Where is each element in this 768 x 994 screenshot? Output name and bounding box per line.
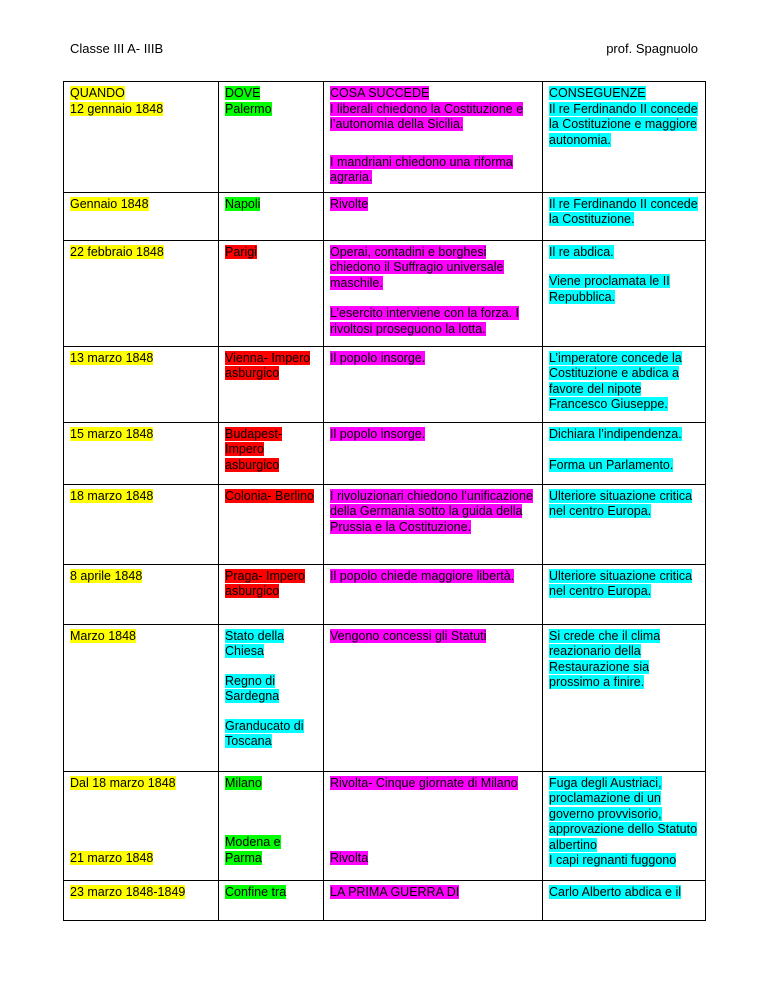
consequence-text: Il re Ferdinando II concede la Costituzione. (549, 196, 698, 226)
event-text: Il popolo chiede maggiore libertà. (330, 568, 515, 583)
cell-conseguenze (543, 82, 706, 193)
table-row (64, 82, 706, 193)
consequence-text: I capi regnanti fuggono (549, 853, 677, 867)
date-text: Dal 18 marzo 1848 (70, 775, 176, 790)
event-text: Il popolo insorge. (330, 350, 426, 365)
date-text: 12 gennaio 1848 (70, 101, 164, 116)
header-class: Classe III A- IIIB (70, 41, 164, 56)
event-text: Rivolta (330, 851, 369, 865)
place-text: Budapest- Impero asburgico (225, 426, 282, 472)
date-text: 13 marzo 1848 (70, 350, 154, 365)
column-header-quando: QUANDO (70, 86, 125, 100)
date-text: Marzo 1848 (70, 628, 137, 643)
place-text: Stato della Chiesa (225, 628, 285, 658)
date-text: 22 febbraio 1848 (70, 244, 164, 259)
table-row (64, 880, 706, 920)
column-header-conseguenze: CONSEGUENZE (549, 86, 646, 100)
place-text: Regno di Sardegna (225, 673, 280, 703)
event-text: Rivolte (330, 196, 369, 211)
table-row (64, 240, 706, 346)
consequence-text: Ulteriore situazione critica nel centro Europa. (549, 568, 693, 598)
date-text: 21 marzo 1848 (70, 851, 154, 865)
consequence-text: Carlo Alberto abdica e il (549, 884, 682, 899)
header-teacher: prof. Spagnuolo (606, 41, 698, 56)
table-row (64, 771, 706, 880)
place-text: Colonia- Berlino (225, 488, 314, 503)
consequence-text: Viene proclamata le II Repubblica. (549, 274, 670, 304)
cell-quando (64, 82, 219, 193)
event-text: Vengono concessi gli Statuti (330, 628, 487, 643)
place-text: Parigi (225, 244, 257, 259)
date-text: Gennaio 1848 (70, 196, 149, 211)
place-text: Vienna- Impero asburgico (225, 350, 311, 380)
table-row (64, 346, 706, 422)
table-row (64, 484, 706, 564)
place-text: Granducato di Toscana (225, 718, 304, 748)
event-text: I liberali chiedono la Costituzione e l’autonomia della Sicilia. (330, 101, 524, 131)
date-text: 23 marzo 1848-1849 (70, 884, 186, 899)
table-row (64, 422, 706, 484)
event-text: Rivolta- Cinque giornate di Milano (330, 775, 518, 790)
place-text: Praga- Impero asburgico (225, 568, 305, 598)
consequence-text: Forma un Parlamento. (549, 458, 674, 472)
event-text: I mandriani chiedono una riforma agraria. (330, 154, 513, 184)
consequence-text: Il re abdica. (549, 244, 614, 259)
place-text: Milano (225, 775, 262, 790)
column-header-cosa: COSA SUCCEDE (330, 86, 430, 100)
date-text: 18 marzo 1848 (70, 488, 154, 503)
event-text: Il popolo insorge. (330, 426, 426, 441)
date-text: 15 marzo 1848 (70, 426, 154, 441)
cell-dove (219, 82, 324, 193)
consequence-text: Fuga degli Austriaci, proclamazione di un governo provvisorio, approvazione dello Statuto albertino (549, 775, 698, 852)
consequence-text: Dichiara l’indipendenza. (549, 426, 682, 441)
event-text: L’esercito interviene con la forza. I rivoltosi proseguono la lotta. (330, 306, 519, 336)
place-text: Confine tra (225, 884, 287, 899)
consequence-text: Si crede che il clima reazionario della Restaurazione sia prossimo a finire. (549, 628, 661, 689)
event-text: Operai, contadini e borghesi chiedono il Suffragio universale maschile. (330, 244, 504, 290)
table-row (64, 564, 706, 624)
consequence-text: L’imperatore concede la Costituzione e abdica a favore del nipote Francesco Giuseppe. (549, 350, 682, 411)
cell-cosa (324, 82, 543, 193)
table-row (64, 624, 706, 771)
event-text: LA PRIMA GUERRA DI (330, 884, 460, 899)
table-row (64, 192, 706, 240)
place-text: Palermo (225, 101, 272, 116)
place-text: Napoli (225, 196, 261, 211)
column-header-dove: DOVE (225, 86, 261, 100)
event-text: I rivoluzionari chiedono l’unificazione della Germania sotto la guida della Prussia e la Costituzione. (330, 488, 533, 534)
events-table (63, 81, 706, 921)
place-text: Modena e Parma (225, 835, 281, 865)
consequence-text: Ulteriore situazione critica nel centro Europa. (549, 488, 693, 518)
date-text: 8 aprile 1848 (70, 568, 143, 583)
consequence-text: Il re Ferdinando II concede la Costituzione e maggiore autonomia. (549, 101, 698, 147)
